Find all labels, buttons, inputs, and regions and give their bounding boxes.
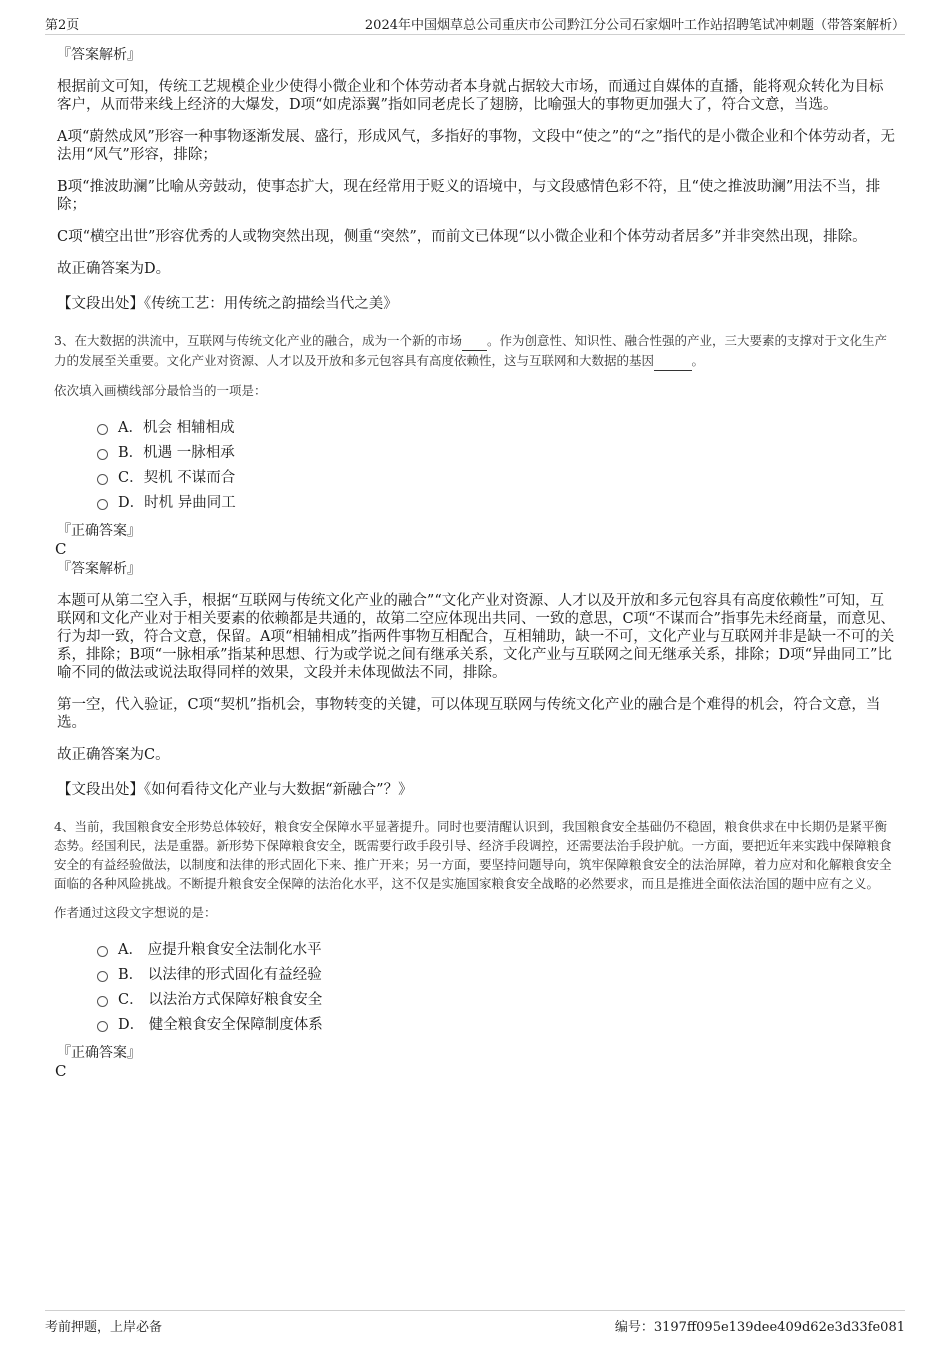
fill-blank — [462, 331, 487, 351]
analysis-paragraph: 本题可从第二空入手，根据“互联网与传统文化产业的融合”“文化产业对资源、人才以及开放和多元包容具有高度依赖性”可知，互联网和文化产业对于相关要素的依赖都是共通的，故第二空应体现出共同、一致的意思，C项“不谋而合”指事先未经商量，而意见、行为却一致，符合文意，保留。A项“相辅相成”指两件事物互相配合，互相辅助，缺一不可，文化产业与互联网并非是缺一不可的关系，排除；B项“一脉相承”指某种思想、行为或学说之间有继承关系，文化产业与互联网之间无继承关系，排除；D项“异曲同工”比喻不同的做法或说法取得同样的效果，文段并未体现做法不同，排除。 — [57, 593, 895, 681]
radio-icon[interactable] — [97, 474, 108, 485]
analysis-paragraph: 根据前文可知，传统工艺规模企业少使得小微企业和个体劳动者本身就占据较大市场，而通过自媒体的直播，能将观众转化为目标客户，从而带来线上经济的大爆发，D项“如虎添翼”指如同老虎长了翅膀，比喻强大的事物更加强大了，符合文意，当选。 — [57, 79, 884, 113]
analysis-paragraph: C项“横空出世”形容优秀的人或物突然出现，侧重“突然”，而前文已体现“以小微企业和个体劳动者居多”并非突然出现，排除。 — [57, 229, 867, 245]
question-prompt: 依次填入画横线部分最恰当的一项是： — [54, 383, 267, 398]
page-number: 第2页 — [45, 18, 80, 33]
option-a[interactable] — [97, 936, 897, 961]
source-citation: 【文段出处】《传统工艺：用传统之韵描绘当代之美》 — [57, 296, 398, 312]
document-body — [54, 44, 897, 1080]
question-stem-part: 3、在大数据的洪流中，互联网与传统文化产业的融合，成为一个新的市场 — [54, 333, 462, 348]
radio-icon[interactable] — [97, 971, 108, 982]
correct-answer-label: 『正确答案』 — [57, 523, 141, 539]
analysis-paragraph: A项“蔚然成风”形容一种事物逐渐发展、盛行，形成风气，多指好的事物，文段中“使之”的“之”指代的是小微企业和个体劳动者，无法用“风气”形容，排除； — [57, 129, 895, 163]
correct-answer: C — [55, 1062, 67, 1080]
option-label: C． 以法治方式保障好粮食安全 — [118, 992, 323, 1008]
page-header — [45, 14, 905, 35]
question-stem-part: 。 — [691, 353, 705, 368]
radio-icon[interactable] — [97, 449, 108, 460]
option-d[interactable] — [97, 1011, 897, 1036]
document-id: 编号：3197ff095e139dee409d62e3d33fe081 — [614, 1320, 905, 1335]
option-b[interactable] — [97, 961, 897, 986]
question-stem-part: 。作为创意性、知识性、融合性强的产业，三大要素的支撑对于文化生产力的发展至关重要。文化产业对资源、人才以及开放和多元包容具有高度依赖性，这与互联网和大数据的基因 — [54, 333, 887, 368]
option-label: C．契机 不谋而合 — [118, 470, 236, 486]
radio-icon[interactable] — [97, 946, 108, 957]
option-c[interactable] — [97, 464, 897, 489]
conclusion: 故正确答案为C。 — [57, 747, 170, 763]
option-label: A．机会 相辅相成 — [118, 420, 235, 436]
option-label: D． 健全粮食安全保障制度体系 — [118, 1017, 323, 1033]
question-stem — [54, 331, 897, 371]
option-label: B．机遇 一脉相承 — [118, 445, 235, 461]
question-stem: 4、当前，我国粮食安全形势总体较好，粮食安全保障水平显著提升。同时也要清醒认识到，我国粮食安全基础仍不稳固，粮食供求在中长期仍是紧平衡态势。经国利民，法是重器。新形势下保障粮食安全，既需要行政手段引导、经济手段调控，还需要法治手段护航。一方面，要把近年来实践中保障粮食安全的有益经验做法，以制度和法律的形式固化下来、推广开来；另一方面，要坚持问题导向，筑牢保障粮食安全的法治屏障，着力应对和化解粮食安全面临的各种风险挑战。不断提升粮食安全保障的法治化水平，这不仅是实施国家粮食安全战略的必然要求，而且是推进全面依法治国的题中应有之义。 — [54, 819, 892, 891]
option-label: D．时机 异曲同工 — [118, 495, 236, 511]
option-a[interactable] — [97, 414, 897, 439]
analysis-label: 『答案解析』 — [57, 561, 141, 577]
option-c[interactable] — [97, 986, 897, 1011]
option-label: A． 应提升粮食安全法制化水平 — [118, 942, 322, 958]
options-list — [97, 414, 897, 514]
document-title: 2024年中国烟草总公司重庆市公司黔江分公司石家烟叶工作站招聘笔试冲刺题（带答案解析） — [364, 18, 905, 33]
option-label: B． 以法律的形式固化有益经验 — [118, 967, 322, 983]
correct-answer: C — [55, 540, 67, 558]
radio-icon[interactable] — [97, 996, 108, 1007]
source-citation: 【文段出处】《如何看待文化产业与大数据“新融合”？》 — [57, 782, 413, 798]
fill-blank — [654, 351, 692, 371]
option-b[interactable] — [97, 439, 897, 464]
options-list — [97, 936, 897, 1036]
option-d[interactable] — [97, 489, 897, 514]
correct-answer-label: 『正确答案』 — [57, 1045, 141, 1061]
question-prompt: 作者通过这段文字想说的是： — [54, 905, 217, 920]
conclusion: 故正确答案为D。 — [57, 261, 171, 277]
page-footer — [45, 1310, 905, 1335]
analysis-paragraph: B项“推波助澜”比喻从旁鼓动，使事态扩大，现在经常用于贬义的语境中，与文段感情色彩不符，且“使之推波助澜”用法不当，排除； — [57, 179, 881, 213]
radio-icon[interactable] — [97, 499, 108, 510]
radio-icon[interactable] — [97, 424, 108, 435]
footer-slogan: 考前押题，上岸必备 — [45, 1320, 163, 1335]
analysis-paragraph: 第一空，代入验证，C项“契机”指机会，事物转变的关键，可以体现互联网与传统文化产业的融合是个难得的机会，符合文意，当选。 — [57, 697, 881, 731]
radio-icon[interactable] — [97, 1021, 108, 1032]
analysis-label: 『答案解析』 — [57, 47, 141, 63]
